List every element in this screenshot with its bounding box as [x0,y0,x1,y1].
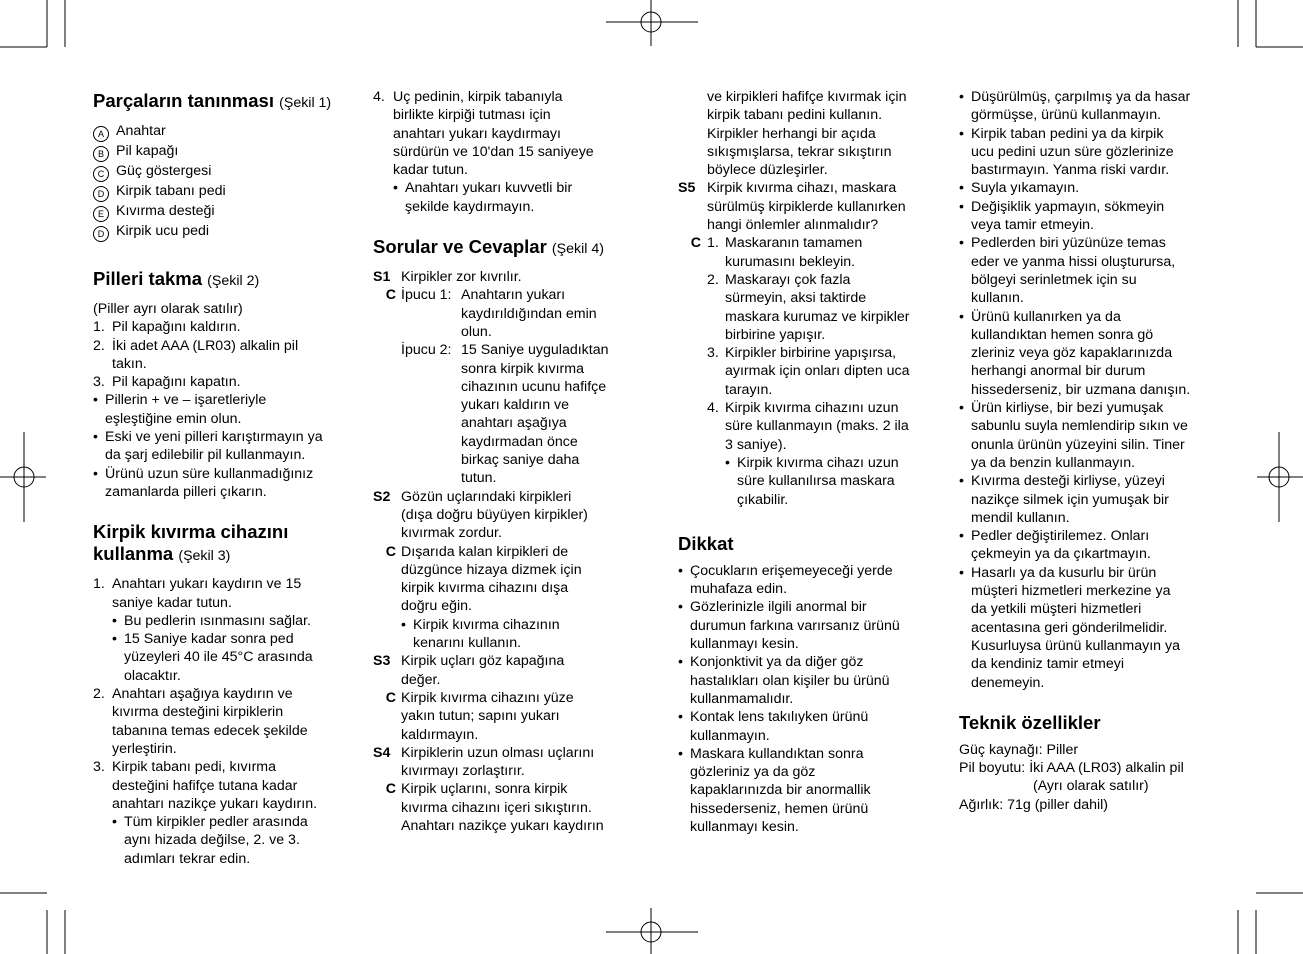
list-item: • Ürün kirliyse, bir bezi yumuşak sabunlu suyla nemlendirip sıkın ve onunla ürünün yüzeyini silin. Tiner ya da benzin kullanmayın. [959,400,1188,471]
question-item: S3 Kirpik uçları göz kapağına değer. [373,653,565,688]
registration-mark-left [0,432,46,522]
battery-note: (Piller ayrı olarak satılır) [93,301,243,317]
list-item: 4. Kirpik kıvırma cihazını uzun süre kullanmayın (maks. 2 ila 3 saniye). • Kirpik kıvırma cihazı uzun süre kullanılırsa maskara çıkabilir. [707,399,936,509]
question-item: S4 Kirpiklerin uzun olması uçlarını kıvırmayı zorlaştırır. [373,744,595,780]
list-item: • Anahtarı yukarı kuvvetli bir şekilde kaydırmayın. [393,180,573,215]
specs-heading: Teknik özellikler [959,711,1101,733]
list-item: • Düşürülmüş, çarpılmış ya da hasar görmüşse, ürünü kullanmayın. [959,89,1191,124]
list-item: 3. Kirpik tabanı pedi, kıvırma desteğini hafifçe tutana kadar anahtarı nazikçe yukarı kaydırın. • Tüm kirpikler pedler arasında aynı hizada değilse, 2. ve 3. adımları tekrar edin. [93,758,355,868]
list-item: • Kirpik kıvırma cihazının kenarını kullanın. [401,616,560,652]
spec-weight: Ağırlık: 71g (piller dahil) [959,796,1109,813]
list-item: • Tüm kirpikler pedler arasında aynı hizada değilse, 2. ve 3. adımları tekrar edin. [112,814,308,867]
list-item: 2. Maskarayı çok fazla sürmeyin, aksi taktirde maskara kurumaz ve kirpikler birbirine yapışır. [707,271,910,343]
list-item: • Değişiklik yapmayın, sökmeyin veya tamir etmeyin. [959,198,1165,234]
answer-item: C 1. Maskaranın tamamen kurumasını bekleyin. 2. Maskarayı çok fazla sürmeyin, aksi taktirde maskara kurumaz ve kirpikler birbirine yapışır. 3. Kirpikler birbirine yapışırsa, ayırmak için onları dipten uca tarayın. 4. Kirpik kıvırma cihazını uzun süre kullanmayın (maks. 2 ila 3 saniye). • Kirpik kıvırma cihazı uzun süre kullanılırsa maskara çıkabilir. [678,234,936,508]
list-item: A Anahtar [93,122,355,142]
battery-figure-ref: (Şekil 2) [207,273,260,289]
answer-item: C İpucu 1: Anahtarın yukarı kaydırıldığından emin olun. İpucu 2: 15 Saniye uyguladıktan sonra kirpik kıvırma cihazının ucunu hafifçe yukarı kaldırın ve anahtarı aşağıya kaydırmadan önce birkaç saniye daha tutun. [385,287,609,487]
list-item: • Kirpik taban pedini ya da kirpik ucu pedini uzun süre gözlerinize bastırmayın. Yanma riski vardır. [959,125,1174,179]
list-item: • Hasarlı ya da kusurlu bir ürün müşteri hizmetleri merkezine ya da yetkili müşteri hizmetleri acentasına geri gönderilmelidir. Kusurluysa ürünü kullanmayın ya da kendiniz tamir etmeyi denemeyin. [959,564,1180,691]
column-4 [959,88,1221,814]
registration-mark-top [606,0,698,46]
list-item: • Ürünü kullanırken ya da kullandıktan hemen sonra gö zleriniz veya göz kapaklarınızda herhangi anormal bir durum hissederseniz, bir uzmana danışın. [959,308,1191,398]
list-item: • Pedler değiştirilemez. Onları çekmeyin ya da çıkartmayın. [959,528,1151,563]
list-item: • Kontak lens takılıyken ürünü kullanmayın. [678,709,869,744]
part-letter-badge: C [93,166,109,182]
answer-item: C Kirpik kıvırma cihazını yüze yakın tutun; sapını yukarı kaldırmayın. [385,689,574,743]
answer-item: C Dışarıda kalan kirpikleri de düzgünce hizaya dizmek için kirpik kıvırma cihazını dışa doğru eğin. • Kirpik kıvırma cihazının kenarını kullanın. [373,543,631,653]
column-1 [93,88,355,868]
list-item: • 15 Saniye kadar sonra ped yüzeyleri 40 ile 45°C arasında olacaktır. [112,631,313,684]
list-item: • Kirpik kıvırma cihazı uzun süre kullanılırsa maskara çıkabilir. [725,454,899,508]
list-item: C Güç göstergesi [93,162,355,182]
battery-title: Pilleri takma [93,268,203,289]
list-item: • Kıvırma desteği kirliyse, yüzeyi nazikçe silmek için yumuşak bir mendil kullanın. [959,473,1169,526]
list-item: 1. Pil kapağını kaldırın. [93,319,241,336]
parts-title: Parçaların tanınması [93,90,274,111]
list-item: • Gözlerinizle ilgili anormal bir durumun farkına varırsanız ürünü kullanmayı kesin. [678,599,900,653]
question-item: S2 Gözün uçlarındaki kirpikleri (dışa doğru büyüyen kirpikler) kıvırmak zordur. [373,488,588,542]
list-item: • Bu pedlerin ısınmasını sağlar. [112,612,311,629]
list-item: • Ürünü uzun süre kullanmadığınız zamanlarda pilleri çıkarın. [93,465,314,500]
part-letter-badge: E [93,206,109,222]
question-item: S5 Kirpik kıvırma cihazı, maskara sürülmüş kirpiklerde kullanırken hangi önlemler alınmalıdır? [678,180,906,234]
list-item: • Pedlerden biri yüzünüze temas eder ve yanma hissi oluşturursa, bölgeyi serinletmek için su kullanın. [959,235,1176,307]
answer-continuation: ve kirpikleri hafifçe kıvırmak için kirpik tabanı pedini kullanın. Kirpikler herhangi bir açıda sıkışmışlarsa, tekrar sıkıştırın böylece düzleşirler. [707,89,907,179]
battery-heading [93,268,355,292]
list-item: • Maskara kullandıktan sonra gözleriniz ya da göz kapaklarınızda bir anormallik hissederseniz, hemen ürünü kullanmayı kesin. [678,745,871,835]
list-item: • Pillerin + ve – işaretleriyle eşleştiğine emin olun. [93,392,267,427]
list-item: 2. Anahtarı aşağıya kaydırın ve kıvırma desteğini kirpiklerin tabanına temas edecek şekilde yerleştirin. [93,686,308,757]
column-2 [373,88,631,835]
part-letter-badge: D [93,186,109,202]
list-item: • Suyla yıkamayın. [959,180,1080,197]
list-item: 4. Uç pedinin, kirpik tabanıyla birlikte kirpiği tutması için anahtarı yukarı kaydırmayı sürdürün ve 10'dan 15 saniyeye kadar tutun. • Anahtarı yukarı kuvvetli bir şekilde kaydırmayın. [373,88,631,216]
spec-battery-note: (Ayrı olarak satılır) [1033,778,1149,795]
usage-title-line1: Kirpik kıvırma cihazını [93,521,289,543]
column-3 [678,88,936,836]
list-item: • Çocukların erişemeyeceği yerde muhafaza edin. [678,562,893,598]
usage-heading [93,521,355,567]
list-item: D Kirpik tabanı pedi [93,182,355,202]
question-item: S1 Kirpikler zor kıvrılır. [373,269,522,286]
list-item: 3. Kirpikler birbirine yapışırsa, ayırmak için onları dipten uca tarayın. [707,345,910,398]
qa-heading [373,236,631,260]
list-item: 1. Anahtarı yukarı kaydırın ve 15 saniye kadar tutun. • Bu pedlerin ısınmasını sağlar. • 15 Saniye kadar sonra ped yüzeyleri 40 ile 45°C arasında olacaktır. [93,575,355,685]
usage-figure-ref: (Şekil 3) [178,548,231,565]
parts-list [93,122,355,242]
list-item: 2. İki adet AAA (LR03) alkalin pil takın. [93,337,299,372]
spec-battery-size: Pil boyutu: İki AAA (LR03) alkalin pil [959,760,1184,777]
qa-title: Sorular ve Cevaplar [373,236,547,258]
registration-mark-right [1257,432,1303,522]
list-item: • Konjonktivit ya da diğer göz hastalıkları olan kişiler bu ürünü kullanmamalıdır. [678,654,890,707]
list-item: • Eski ve yeni pilleri karıştırmayın ya da şarj edilebilir pil kullanmayın. [93,429,323,464]
answer-item: C Kirpik uçlarını, sonra kirpik kıvırma cihazını içeri sıkıştırın. Anahtarı nazikçe yukarı kaydırın [385,781,604,834]
spec-power: Güç kaynağı: Piller [959,741,1079,758]
part-letter-badge: B [93,146,109,162]
list-item: E Kıvırma desteği [93,202,355,222]
registration-mark-bottom [606,908,698,954]
list-item: 3. Pil kapağını kapatın. [93,374,241,391]
parts-figure-ref: (Şekil 1) [279,95,332,111]
qa-figure-ref: (Şekil 4) [551,241,604,258]
list-item: B Pil kapağı [93,142,355,162]
part-letter-badge: A [93,126,109,142]
parts-heading [93,90,355,114]
part-letter-badge: D [93,226,109,242]
list-item: 1. Maskaranın tamamen kurumasını bekleyin. [707,235,863,270]
list-item: D Kirpik ucu pedi [93,222,355,242]
caution-heading: Dikkat [678,532,734,554]
usage-title-line2: kullanma [93,543,174,565]
